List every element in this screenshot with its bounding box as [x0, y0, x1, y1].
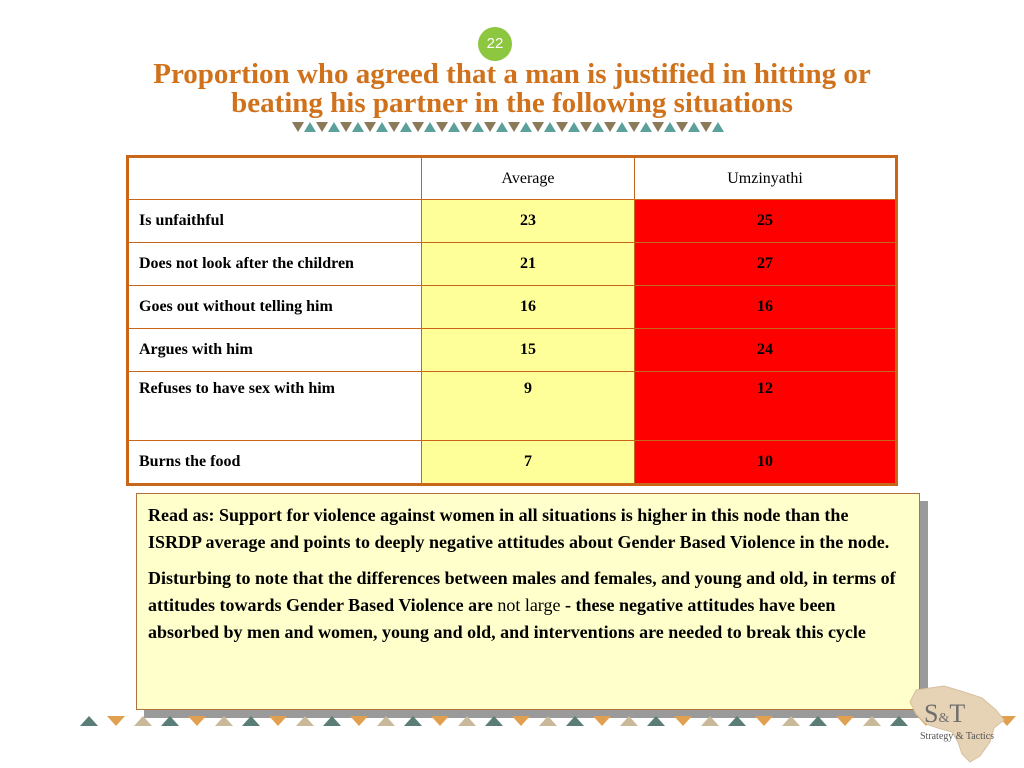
table-row	[128, 200, 897, 243]
slide-number-badge: 22	[478, 27, 512, 61]
umzinyathi-value: 24	[635, 329, 897, 372]
table-row	[128, 329, 897, 372]
table-row	[128, 372, 897, 441]
average-value: 23	[422, 200, 635, 243]
row-label: Refuses to have sex with him	[128, 372, 422, 441]
umzinyathi-value: 16	[635, 286, 897, 329]
header-empty-cell	[128, 157, 422, 200]
header-umzinyathi: Umzinyathi	[635, 157, 897, 200]
average-value: 21	[422, 243, 635, 286]
title-line-1: Proportion who agreed that a man is justified in hitting or	[153, 58, 871, 90]
title-line-2: beating his partner in the following situations	[231, 87, 793, 119]
row-label: Burns the food	[128, 441, 422, 485]
note-emphasis-not-large: not large	[497, 595, 561, 615]
average-value: 9	[422, 372, 635, 441]
row-label: Argues with him	[128, 329, 422, 372]
note-paragraph-2-part-a: Disturbing to note that the differences between males and females, and young and old, in terms of attitudes towards Gender Based Violence are	[148, 568, 896, 615]
note-paragraph-2-part-b: - these negative attitudes have been absorbed by men and women, young and old, and interventions are needed to break this cycle	[148, 595, 866, 642]
umzinyathi-value: 25	[635, 200, 897, 243]
logo-ampersand: &	[938, 711, 950, 726]
logo-s: S	[924, 699, 939, 728]
logo-tagline: Strategy & Tactics	[919, 731, 995, 742]
table-row	[128, 243, 897, 286]
note-paragraph-1: Read as: Support for violence against women in all situations is higher in this node than the ISRDP average and points to deeply negative attitudes about Gender Based Violence in the node.	[148, 505, 890, 552]
note-box	[136, 493, 920, 710]
title-decorative-border	[292, 121, 724, 133]
average-value: 15	[422, 329, 635, 372]
logo-st	[924, 700, 1004, 733]
row-label: Is unfaithful	[128, 200, 422, 243]
average-value: 16	[422, 286, 635, 329]
umzinyathi-value: 10	[635, 441, 897, 485]
header-average: Average	[422, 157, 635, 200]
bottom-decorative-border	[80, 716, 930, 728]
umzinyathi-value: 27	[635, 243, 897, 286]
row-label: Does not look after the children	[128, 243, 422, 286]
logo-t: T	[949, 699, 966, 728]
row-label: Goes out without telling him	[128, 286, 422, 329]
page-title	[40, 60, 984, 118]
table-header-row	[128, 157, 897, 200]
note-paragraph-2	[148, 565, 905, 646]
average-value: 7	[422, 441, 635, 485]
umzinyathi-value: 12	[635, 372, 897, 441]
table-row	[128, 286, 897, 329]
data-table	[126, 155, 898, 486]
table-row	[128, 441, 897, 485]
